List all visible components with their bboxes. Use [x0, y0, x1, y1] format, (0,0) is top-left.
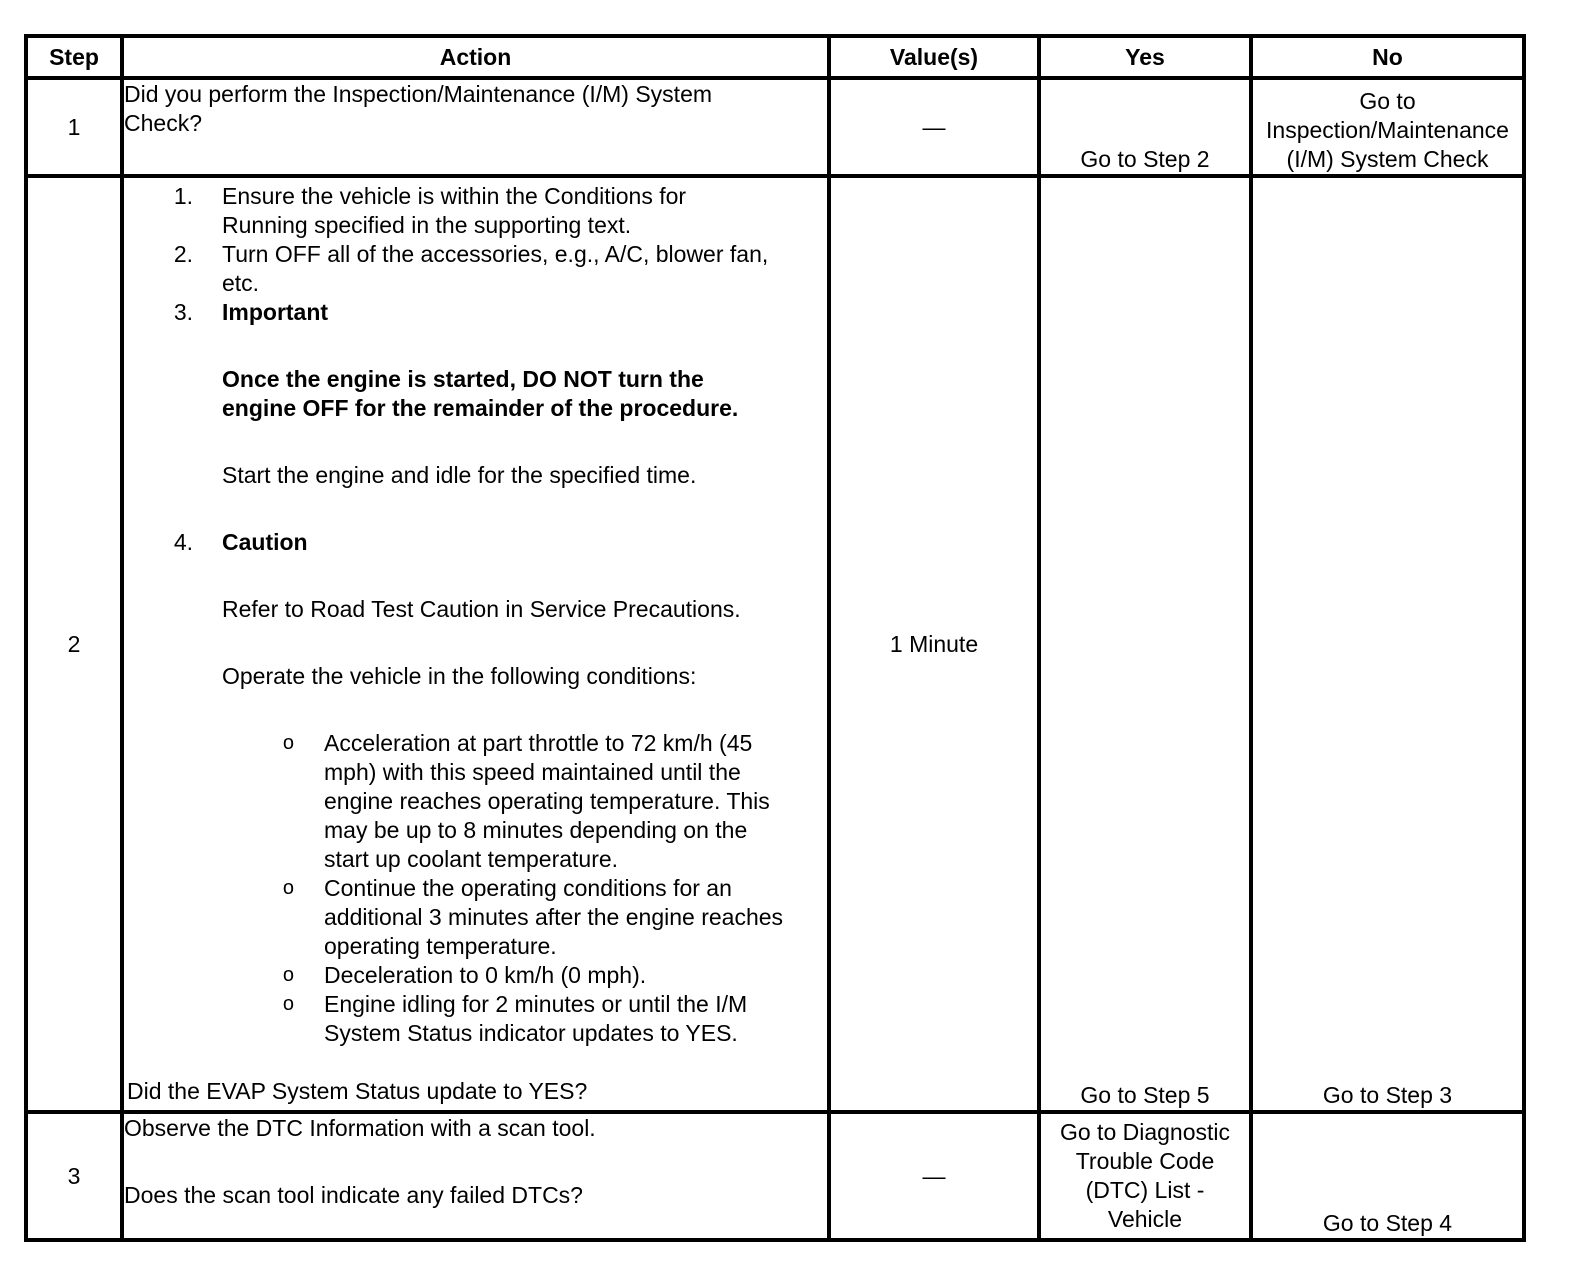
action-text: Does the scan tool indicate any failed DTCs?	[124, 1182, 583, 1208]
diagnostic-table	[24, 34, 1526, 1242]
header-values: Value(s)	[829, 36, 1039, 78]
item-text: start up coolant temperature.	[324, 846, 619, 872]
item-text: Acceleration at part throttle to 72 km/h (45	[324, 730, 753, 756]
item-text: Deceleration to 0 km/h (0 mph).	[324, 962, 647, 988]
table-row	[26, 78, 1524, 176]
yes-link-text: Trouble Code	[1075, 1148, 1215, 1174]
bullet: o	[282, 964, 294, 986]
yes-link[interactable]	[1041, 1118, 1249, 1234]
step-number: 3	[26, 1112, 122, 1240]
list-item	[124, 990, 827, 1048]
yes-link[interactable]: Go to Step 2	[1080, 146, 1210, 172]
conditions-list	[124, 729, 827, 1048]
header-action: Action	[122, 36, 829, 78]
bullet: o	[282, 993, 294, 1015]
action-text: Check?	[124, 110, 202, 136]
value-cell: 1 Minute	[829, 176, 1039, 1112]
item-number: 3.	[173, 299, 193, 325]
no-cell	[1251, 1112, 1524, 1240]
header-yes: Yes	[1039, 36, 1251, 78]
yes-link[interactable]: Go to Step 5	[1080, 1082, 1210, 1108]
yes-cell	[1039, 78, 1251, 176]
warning-text: Once the engine is started, DO NOT turn the	[222, 366, 704, 392]
list-item	[124, 240, 827, 298]
header-no: No	[1251, 36, 1524, 78]
caution-reference: Refer to Road Test Caution in Service Precautions.	[222, 596, 741, 622]
item-text: may be up to 8 minutes depending on the	[324, 817, 748, 843]
yes-link-text: Vehicle	[1107, 1206, 1183, 1232]
step-number: 2	[26, 176, 122, 1112]
yes-link-text: Go to Diagnostic	[1059, 1119, 1231, 1145]
warning-text: engine OFF for the remainder of the procedure.	[222, 395, 739, 421]
list-item	[124, 182, 827, 240]
yes-cell	[1039, 176, 1251, 1112]
action-cell	[122, 1112, 829, 1240]
list-item	[124, 528, 827, 557]
action-cell	[122, 176, 829, 1112]
table-row	[26, 176, 1524, 1112]
list-item	[124, 729, 827, 874]
important-warning	[124, 365, 827, 423]
list-item	[124, 298, 827, 327]
value-cell: —	[829, 78, 1039, 176]
important-heading: Important	[222, 299, 329, 325]
yes-cell	[1039, 1112, 1251, 1240]
no-link[interactable]	[1253, 87, 1522, 174]
instruction-text: Start the engine and idle for the specified time.	[222, 462, 697, 488]
item-text: operating temperature.	[324, 933, 557, 959]
item-text: Continue the operating conditions for an	[324, 875, 732, 901]
yes-link-text: (DTC) List -	[1085, 1177, 1205, 1203]
item-text: etc.	[222, 270, 260, 296]
item-number: 4.	[173, 529, 193, 555]
no-link-text: Go to	[1359, 88, 1416, 114]
step-number: 1	[26, 78, 122, 176]
action-text: Did you perform the Inspection/Maintenance (I/M) System	[124, 81, 713, 107]
item-text: additional 3 minutes after the engine reaches	[324, 904, 784, 930]
item-text: Ensure the vehicle is within the Conditions for	[222, 183, 687, 209]
no-cell	[1251, 78, 1524, 176]
item-text: Running specified in the supporting text.	[222, 212, 632, 238]
no-link-text: Inspection/Maintenance	[1266, 117, 1509, 143]
item-text: Turn OFF all of the accessories, e.g., A/C, blower fan,	[222, 241, 769, 267]
no-cell	[1251, 176, 1524, 1112]
list-item	[124, 961, 827, 990]
caution-heading: Caution	[222, 529, 308, 555]
header-row	[26, 36, 1524, 78]
step-question: Did the EVAP System Status update to YES?	[127, 1078, 588, 1104]
no-link[interactable]: Go to Step 4	[1322, 1210, 1453, 1236]
action-cell	[122, 78, 829, 176]
value-cell: —	[829, 1112, 1039, 1240]
no-link[interactable]: Go to Step 3	[1322, 1082, 1453, 1108]
bullet: o	[282, 877, 294, 899]
table-row	[26, 1112, 1524, 1240]
list-item	[124, 874, 827, 961]
bullet: o	[282, 732, 294, 754]
item-text: engine reaches operating temperature. This	[324, 788, 770, 814]
item-number: 2.	[173, 241, 193, 267]
header-step: Step	[26, 36, 122, 78]
instruction-text: Operate the vehicle in the following conditions:	[222, 663, 697, 689]
no-link-text: (I/M) System Check	[1286, 146, 1489, 172]
item-text: Engine idling for 2 minutes or until the I/M	[324, 991, 748, 1017]
item-text: mph) with this speed maintained until the	[324, 759, 741, 785]
action-text: Observe the DTC Information with a scan tool.	[124, 1115, 596, 1141]
instruction-list	[124, 178, 827, 1048]
item-number: 1.	[173, 183, 193, 209]
item-text: System Status indicator updates to YES.	[324, 1020, 738, 1046]
